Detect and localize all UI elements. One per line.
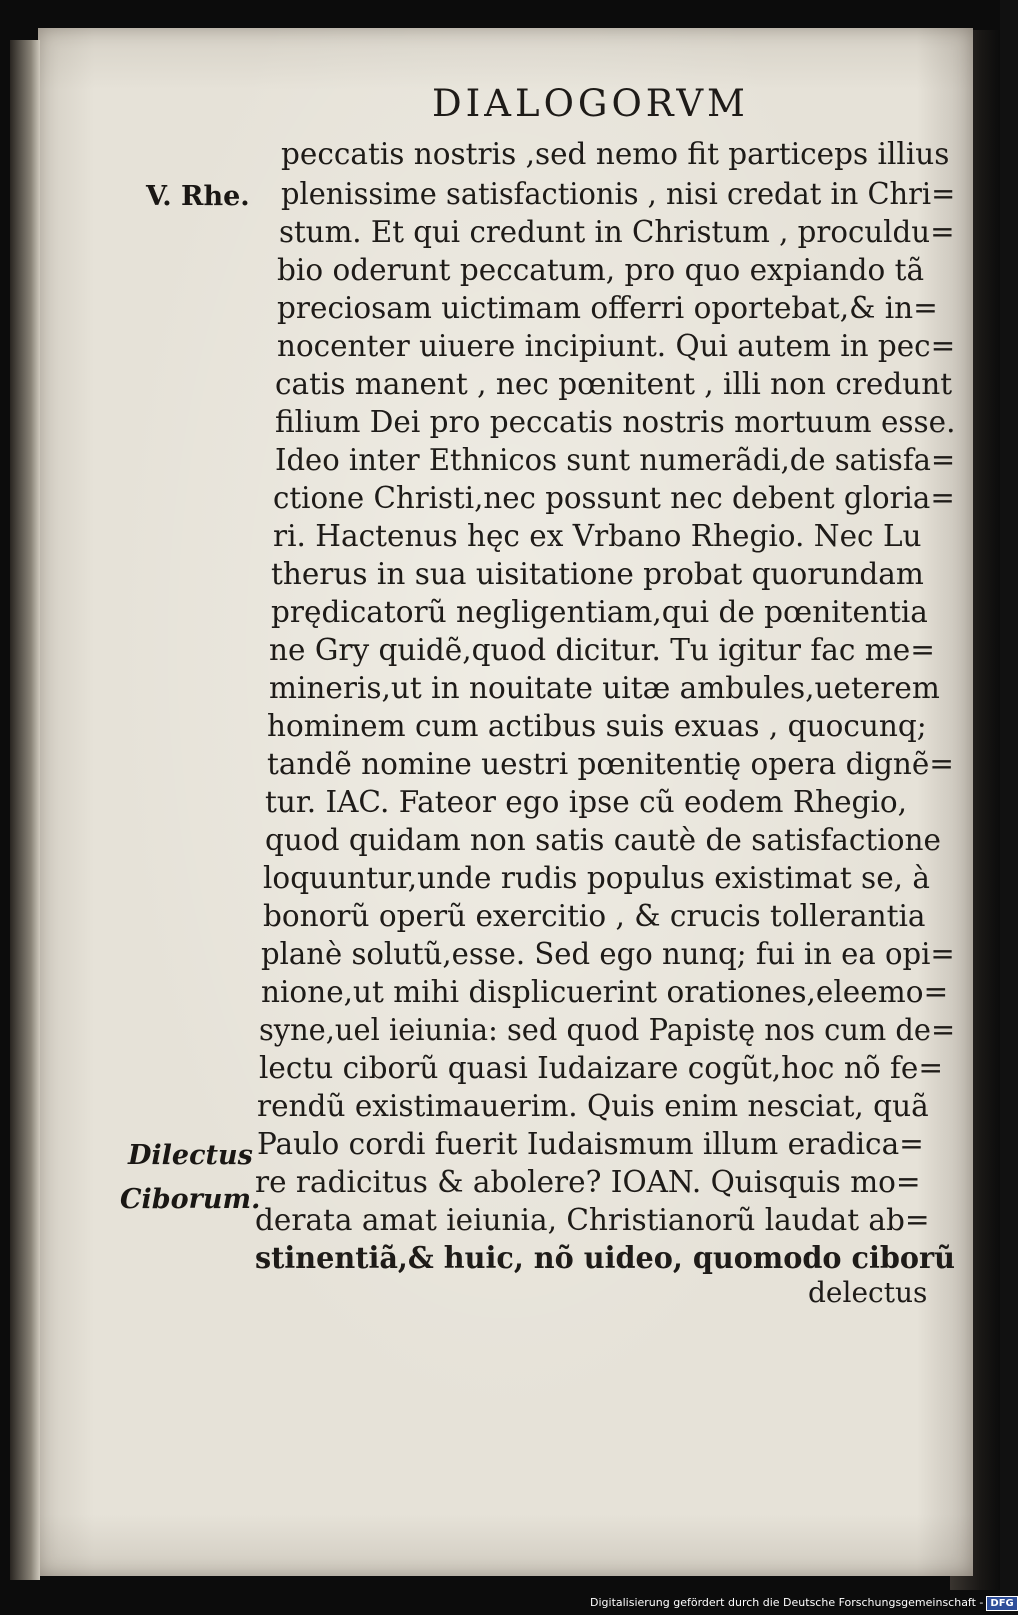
text-line: nione,ut mihi displicuerint orationes,eleemo= <box>261 975 949 1009</box>
text-line: quod quidam non satis cautè de satisfactione <box>265 823 941 857</box>
text-line: derata amat ieiunia, Christianorũ laudat ab= <box>255 1203 930 1237</box>
text-line: preciosam uictimam offerri oportebat,& in= <box>277 291 938 325</box>
margin-note-rhegio: V. Rhe. <box>146 181 250 212</box>
dfg-logo: DFG <box>986 1596 1017 1611</box>
page-gutter-edge <box>10 40 40 1580</box>
text-line: Paulo cordi fuerit Iudaismum illum eradica= <box>257 1127 924 1161</box>
text-line: re radicitus & abolere? IOAN. Quisquis mo= <box>255 1165 921 1199</box>
text-line: stinentiã,& huic, nõ uideo, quomodo ciborũ <box>255 1240 956 1275</box>
text-line: lectu ciborũ quasi Iudaizare cogũt,hoc nõ fe= <box>259 1051 944 1085</box>
text-line: Ideo inter Ethnicos sunt numerãdi,de satisfa= <box>275 443 956 477</box>
text-line: ne Gry quidẽ,quod dicitur. Tu igitur fac me= <box>269 633 935 667</box>
text-line: tur. IAC. Fateor ego ipse cũ eodem Rhegio, <box>265 785 908 819</box>
text-line: filium Dei pro peccatis nostris mortuum esse. <box>275 405 956 439</box>
text-line: bio oderunt peccatum, pro quo expiando tã <box>277 253 925 287</box>
text-line: rendũ existimauerim. Quis enim nesciat, quã <box>257 1089 929 1123</box>
text-line: stum. Et qui credunt in Christum , proculdu= <box>279 215 955 249</box>
catchword: delectus <box>808 1276 928 1309</box>
text-line: bonorũ operũ exercitio , & crucis tollerantia <box>263 899 926 933</box>
text-line: nocenter uiuere incipiunt. Qui autem in pec= <box>277 329 956 363</box>
text-line: peccatis nostris ,sed nemo fit particeps illius <box>281 137 950 171</box>
text-line: planè solutũ,esse. Sed ego nunq; fui in ea opi= <box>261 937 955 971</box>
text-line: ri. Hactenus hęc ex Vrbano Rhegio. Nec Lu <box>273 519 922 553</box>
text-line: hominem cum actibus suis exuas , quocunq; <box>267 709 927 743</box>
text-line: mineris,ut in nouitate uitæ ambules,ueterem <box>269 671 940 705</box>
text-line: ctione Christi,nec possunt nec debent gloria= <box>273 481 955 515</box>
text-line: plenissime satisfactionis , nisi credat in Chri= <box>281 177 956 211</box>
running-head: DIALOGORVM <box>432 82 749 125</box>
margin-note-ciborum: Ciborum. <box>120 1184 261 1215</box>
margin-note-dilectus: Dilectus <box>128 1140 253 1171</box>
credit-text: Digitalisierung gefördert durch die Deutsche Forschungsgemeinschaft - <box>590 1596 984 1609</box>
text-line: therus in sua uisitatione probat quorundam <box>271 557 924 591</box>
text-line: tandẽ nomine uestri pœnitentię opera dignẽ= <box>267 747 954 781</box>
text-line: prędicatorũ negligentiam,qui de pœnitentia <box>271 595 928 629</box>
digitization-credit <box>590 1596 1018 1611</box>
text-line: catis manent , nec pœnitent , illi non credunt <box>275 367 953 401</box>
text-line: syne,uel ieiunia: sed quod Papistę nos cum de= <box>259 1013 956 1047</box>
text-line: loquuntur,unde rudis populus existimat se, à <box>263 861 930 895</box>
